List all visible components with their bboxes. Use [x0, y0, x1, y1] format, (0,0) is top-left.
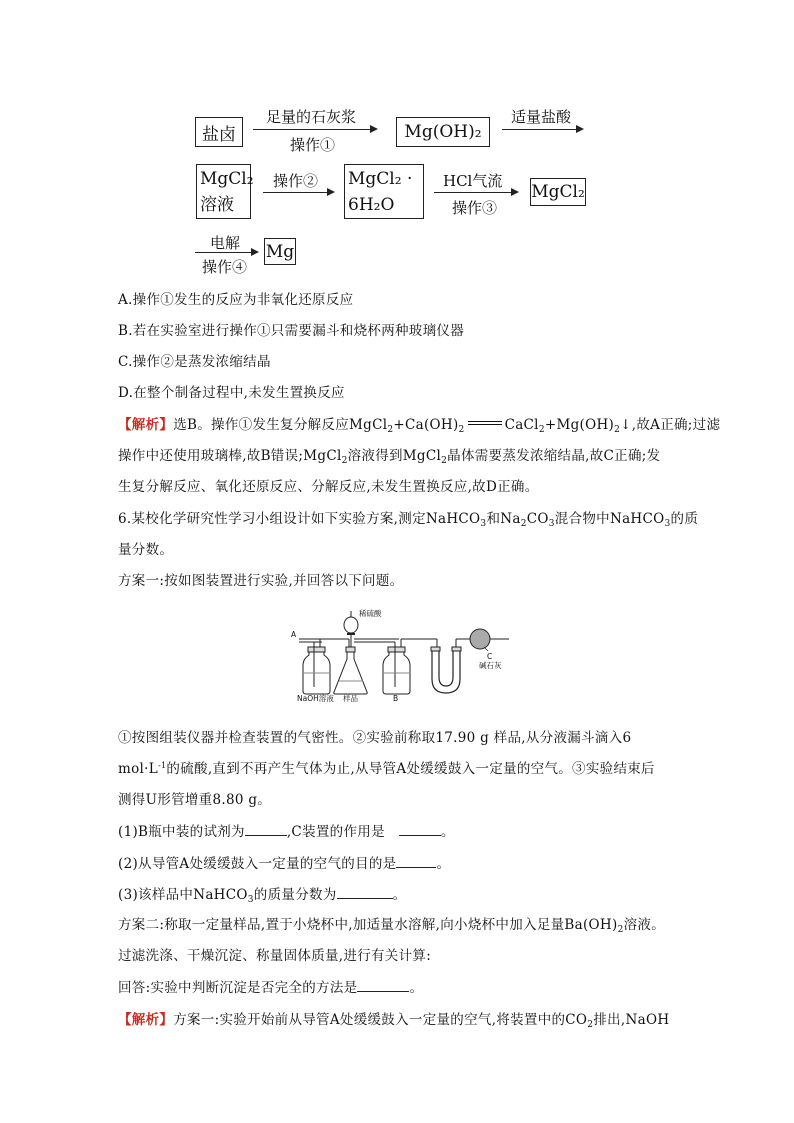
arrow-op4 — [195, 252, 257, 253]
option-b: B.若在实验室进行操作①只需要漏斗和烧杯两种玻璃仪器 — [118, 323, 465, 339]
label-op2: 操作② — [273, 172, 319, 190]
label-op1: 操作① — [290, 136, 336, 154]
arrow-hcl — [502, 129, 582, 130]
box-mgoh2: Mg(OH)₂ — [396, 117, 490, 147]
label-electrolysis: 电解 — [210, 234, 241, 252]
label-c: C — [487, 652, 493, 661]
arrow-op3 — [434, 192, 517, 193]
plan1-intro: 方案一:按如图装置进行实验,并回答以下问题。 — [118, 573, 404, 589]
q6-line1: 6.某校化学研究性学习小组设计如下实验方案,测定NaHCO$_3$和$Na_2CO_3$混合物中NaHCO$_3$的质 — [118, 511, 699, 529]
apparatus-figure — [287, 607, 527, 702]
option-c: C.操作②是蒸发浓缩结晶 — [118, 354, 271, 370]
label-hcl: 适量盐酸 — [511, 108, 572, 126]
label-b: B — [393, 694, 399, 702]
plan2-line3: 回答:实验中判断沉淀是否完全的方法是 。 — [118, 977, 423, 998]
analysis2-line1: 【解析】方案一:实验开始前从导管A处缓缓鼓入一定量的空气,将装置中的$CO_2$排出,NaOH — [118, 1012, 670, 1030]
label-hcl-gas: HCl气流 — [443, 172, 503, 190]
box-mgcl2-solution-line2: 溶液 — [200, 194, 234, 215]
label-op4: 操作④ — [202, 258, 248, 276]
label-lime: 碱石灰 — [479, 661, 502, 670]
equals-sign — [468, 421, 502, 425]
answer-blank-3[interactable] — [337, 884, 393, 899]
arrow-op2 — [263, 192, 333, 193]
label-a: A — [291, 630, 297, 639]
box-lulu: 盐卤 — [195, 117, 243, 147]
analysis1-line3: 生复分解反应、氧化还原反应、分解反应,未发生置换反应,故D正确。 — [118, 479, 539, 495]
question-2: (2)从导管A处缓缓鼓入一定量的空气的目的是 。 — [118, 853, 450, 874]
steps-line3: 测得U形管增重8.80 g。 — [118, 792, 272, 808]
analysis1-line2: 操作中还使用玻璃棒,故B错误;MgCl$_2$溶液得到MgCl$_2$晶体需要蒸发浓缩结晶,故C正确;发 — [118, 448, 661, 466]
box-mgcl2: MgCl₂ — [530, 178, 586, 206]
question-1: (1)B瓶中装的试剂为 ,C装置的作用是 。 — [118, 821, 455, 842]
label-naoh: NaOH溶液 — [297, 694, 334, 702]
label-acid: 稀硫酸 — [359, 609, 382, 618]
answer-blank-2[interactable] — [396, 853, 436, 868]
box-mgcl2-solution — [196, 164, 254, 219]
option-a: A.操作①发生的反应为非氧化还原反应 — [118, 292, 354, 308]
box-hydrate-line2: 6H₂O — [348, 194, 395, 215]
label-sample: 样品 — [343, 694, 358, 702]
steps-line2: $mol\cdot L^{-1}$的硫酸,直到不再产生气体为止,从导管A处缓缓鼓入一定量的空气。③实验结束后 — [118, 761, 655, 777]
answer-blank-1b[interactable] — [399, 821, 441, 836]
option-d: D.在整个制备过程中,未发生置换反应 — [118, 385, 345, 401]
label-op3: 操作③ — [452, 199, 498, 217]
box-mgcl2-solution-line1: MgCl₂ — [200, 168, 254, 189]
analysis2-tag: 【解析】 — [118, 1012, 174, 1028]
analysis1-tag: 【解析】 — [118, 417, 174, 433]
arrow-op1 — [253, 129, 376, 130]
label-lime: 足量的石灰浆 — [266, 108, 357, 126]
steps-line1: ①按图组装仪器并检查装置的气密性。②实验前称取17.90 g 样品,从分液漏斗滴入6 — [118, 730, 632, 746]
box-mg: Mg — [264, 238, 296, 265]
question-3: (3)该样品中NaHCO$_3$的质量分数为 。 — [118, 884, 406, 905]
analysis1-line1: 【解析】选B。操作①发生复分解反应$MgCl_2+Ca(OH)_2$ $CaCl_2+Mg(OH)_2↓$,故A正确;过滤 — [118, 417, 721, 435]
answer-blank-1a[interactable] — [245, 821, 287, 836]
plan2-line2: 过滤洗涤、干燥沉淀、称量固体质量,进行有关计算: — [118, 948, 432, 964]
box-hydrate-line1: MgCl₂ · — [348, 168, 413, 189]
answer-blank-4[interactable] — [357, 977, 409, 992]
q6-line2: 量分数。 — [118, 542, 174, 558]
plan2-line1: 方案二:称取一定量样品,置于小烧杯中,加适量水溶解,向小烧杯中加入足量$Ba(OH)_2$溶液。 — [118, 917, 666, 935]
box-mgcl2-hydrate — [344, 164, 424, 219]
